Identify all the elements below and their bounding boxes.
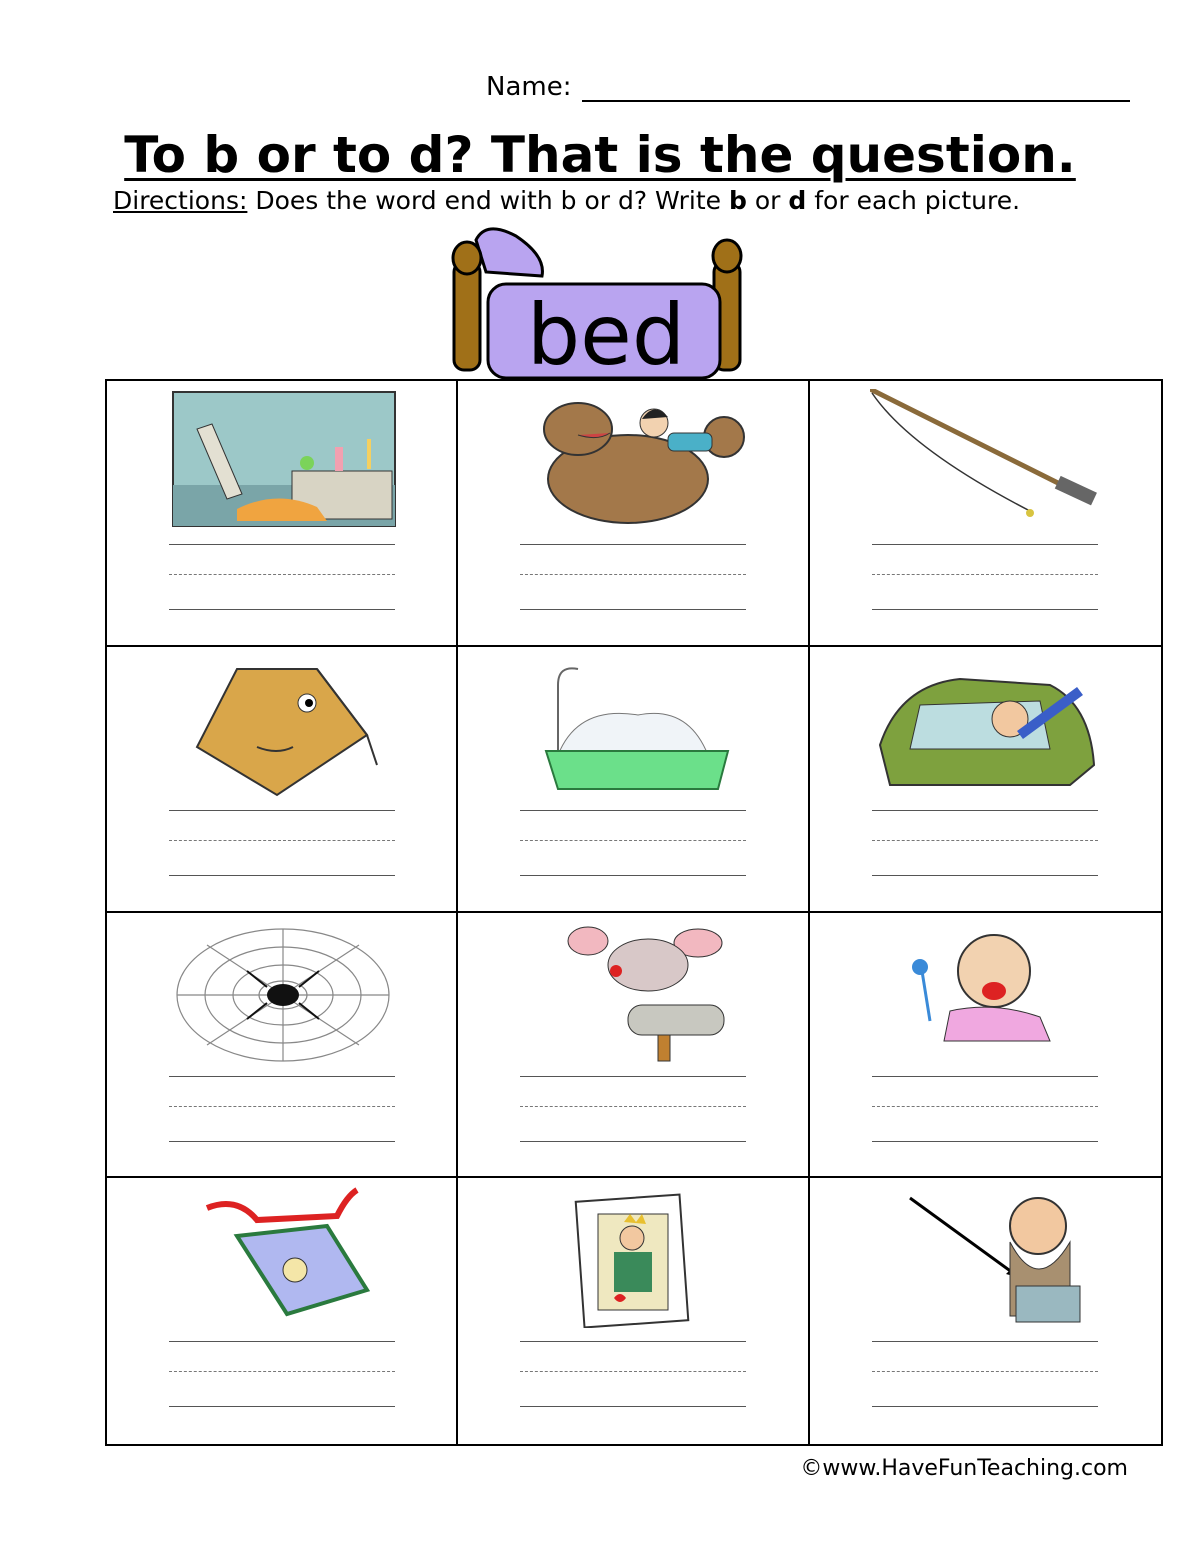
bed-example-illustration — [446, 222, 746, 380]
picture-cell — [107, 913, 458, 1179]
picture-cell — [458, 381, 809, 647]
picture-cell — [810, 381, 1161, 647]
bathtub-picture — [518, 655, 750, 797]
spider-web-picture — [167, 921, 399, 1063]
bed-word: bed — [526, 286, 686, 380]
directions-text: Does the word end with b or d? Write — [247, 186, 730, 215]
king-card-picture — [518, 1186, 750, 1328]
picture-cell — [107, 647, 458, 913]
crying-baby-picture — [870, 921, 1102, 1063]
directions-label: Directions: — [113, 186, 248, 215]
name-label: Name: — [486, 72, 572, 102]
lab-picture — [167, 389, 399, 531]
copyright: ©www.HaveFunTeaching.com — [800, 1456, 1128, 1481]
directions-or: or — [746, 186, 789, 215]
picture-cell — [810, 647, 1161, 913]
picture-cell — [458, 1178, 809, 1444]
name-line[interactable] — [582, 100, 1130, 102]
bib-picture — [167, 1186, 399, 1328]
directions-b: b — [729, 186, 747, 215]
rat-mailbox-picture — [518, 921, 750, 1063]
angry-driver-picture — [870, 655, 1102, 797]
beard-picture — [870, 1186, 1102, 1328]
directions-d: d — [788, 186, 807, 215]
worksheet-title: To b or to d? That is the question. — [124, 126, 1076, 184]
notepad-picture — [167, 655, 399, 797]
directions — [113, 186, 1020, 215]
picture-cell — [107, 1178, 458, 1444]
picture-cell — [810, 913, 1161, 1179]
directions-end: for each picture. — [806, 186, 1021, 215]
fishing-rod-picture — [870, 389, 1102, 531]
picture-cell — [107, 381, 458, 647]
picture-cell — [458, 647, 809, 913]
picture-cell — [458, 913, 809, 1179]
picture-grid — [105, 379, 1163, 1446]
bear-hug-picture — [518, 389, 750, 531]
picture-cell — [810, 1178, 1161, 1444]
